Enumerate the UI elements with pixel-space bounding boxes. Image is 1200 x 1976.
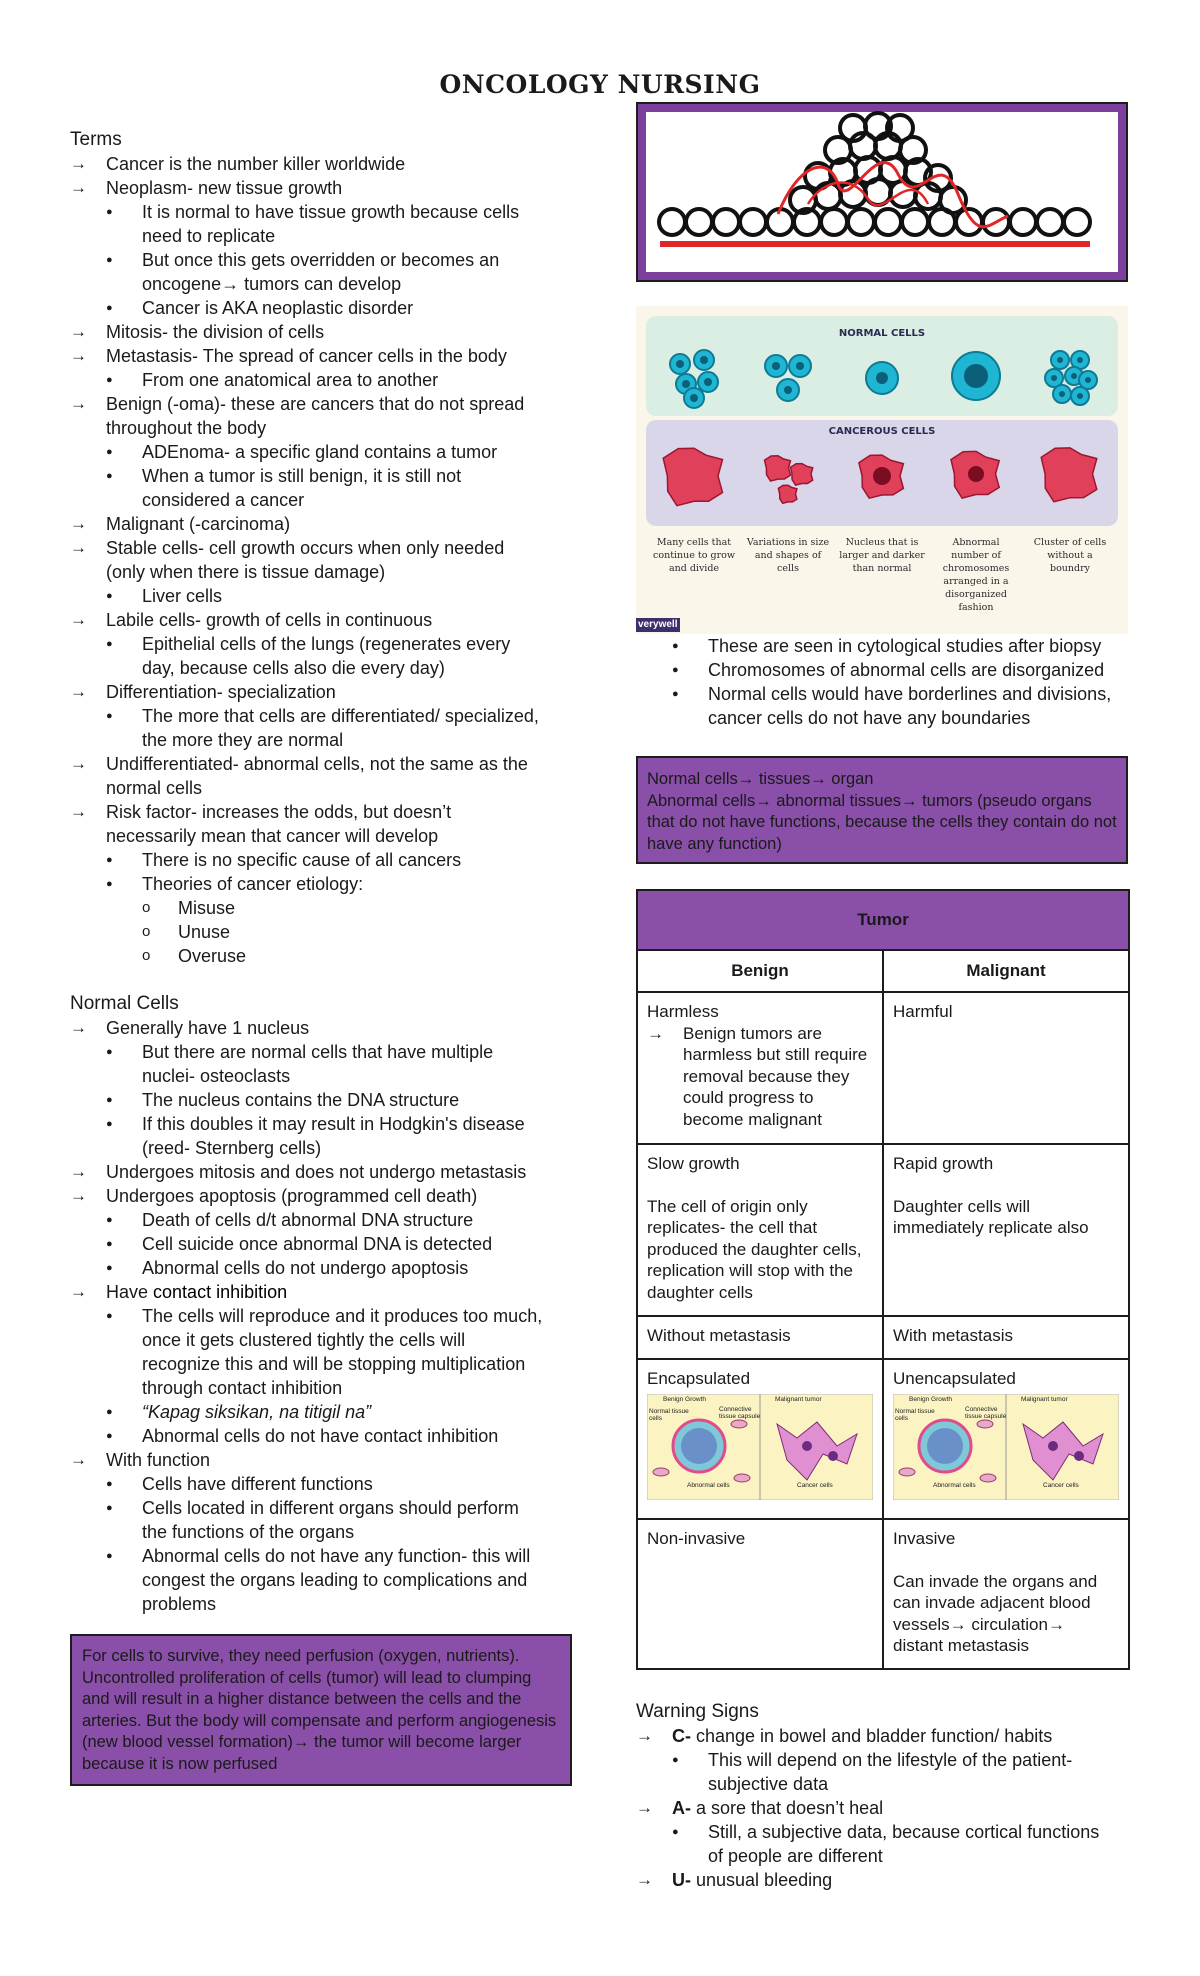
list-item	[70, 1424, 570, 1448]
item-text: “Kapag siksikan, na titigil na”	[142, 1402, 372, 1422]
arrow-icon: →	[70, 346, 87, 365]
arrow-icon: →	[70, 1450, 87, 1469]
list-item	[70, 1040, 570, 1064]
bullet-icon: ●	[672, 1754, 679, 1766]
list-item	[70, 608, 570, 632]
item-text: Metastasis- The spread of cancer cells in the body	[106, 346, 507, 366]
list-item	[636, 1748, 1128, 1772]
arrow-icon: →	[70, 802, 87, 821]
cell-flow-box	[636, 756, 1128, 864]
item-text: nuclei- osteoclasts	[142, 1066, 291, 1086]
bullet-icon: ●	[106, 1262, 113, 1274]
list-item	[70, 1472, 570, 1496]
capsule-label: Connective tissue capsule	[719, 1405, 761, 1420]
cell-text: Without metastasis	[647, 1326, 791, 1345]
table-cell	[883, 1144, 1129, 1316]
list-item	[70, 1448, 570, 1472]
list-item	[70, 1064, 570, 1088]
arrow-icon: →	[636, 1726, 653, 1745]
list-item	[636, 1820, 1128, 1844]
item-text: These are seen in cytological studies after biopsy	[708, 636, 1102, 656]
cell-caption: Many cells that continue to grow and divide	[653, 537, 735, 574]
cancer-cell	[791, 464, 813, 486]
nucleus	[1057, 357, 1063, 363]
nucleus	[682, 380, 690, 388]
list-item	[70, 536, 570, 560]
tumor-core	[681, 1428, 717, 1464]
item-text: Liver cells	[142, 586, 223, 606]
list-item	[70, 1112, 570, 1136]
tumor-comparison-table	[636, 889, 1130, 1670]
list-item	[70, 344, 570, 368]
bullet-icon: ●	[106, 1406, 113, 1418]
benign-growth-label: Benign Growth	[663, 1395, 706, 1403]
nucleus	[676, 360, 684, 368]
list-item	[70, 584, 570, 608]
list-item	[70, 680, 570, 704]
warning-signs-heading: Warning Signs	[636, 1701, 759, 1722]
list-item	[70, 1304, 570, 1328]
benign-column-header: Benign	[637, 950, 883, 992]
cell-caption: Variations in size and shapes of cells	[746, 537, 830, 574]
bullet-icon: ●	[106, 1310, 113, 1322]
table-cell	[637, 1359, 883, 1519]
item-text: The more that cells are differentiated/ specialized,	[142, 706, 539, 726]
item-text: Neoplasm- new tissue growth	[106, 178, 343, 198]
table-row	[637, 1316, 1129, 1359]
list-item	[70, 224, 570, 248]
item-text: Abnormal cells do not have contact inhibition	[142, 1426, 499, 1446]
cancerous-cells-label: CANCEROUS CELLS	[828, 426, 936, 437]
cancer-cells-label: Cancer cells	[797, 1481, 833, 1489]
normal-tissue-label: Normal tissue cells	[649, 1407, 689, 1422]
item-text: Stable cells- cell growth occurs when only needed	[106, 538, 505, 558]
list-item	[70, 1280, 570, 1304]
item-text: Unuse	[178, 922, 231, 942]
nucleus	[1085, 377, 1091, 383]
item-text: Differentiation- specialization	[106, 682, 336, 702]
table-cell	[637, 992, 883, 1144]
bullet-icon: ●	[106, 710, 113, 722]
bullet-icon: ●	[106, 638, 113, 650]
item-text: With function	[106, 1450, 211, 1470]
list-item	[70, 1520, 570, 1544]
malignant-tumor-label: Malignant tumor	[775, 1395, 822, 1403]
item-text: Abnormal cells do not have any function- this will	[142, 1546, 531, 1566]
bullet-icon: ●	[106, 854, 113, 866]
list-item	[70, 872, 570, 896]
table-cell	[883, 1519, 1129, 1669]
arrow-icon: →	[70, 610, 87, 629]
list-item	[70, 200, 570, 224]
list-item	[70, 896, 570, 920]
nucleus	[1077, 393, 1083, 399]
nucleus	[1051, 375, 1057, 381]
list-item	[70, 656, 570, 680]
item-text: cancer cells do not have any boundaries	[708, 708, 1031, 728]
cells-comparison-diagram	[636, 306, 1128, 634]
arrow-icon: →	[70, 1186, 87, 1205]
left-column	[70, 128, 570, 1616]
item-text: oncogene→ tumors can develop	[142, 274, 402, 294]
arrow-icon: →	[70, 1282, 87, 1301]
table-row	[637, 1359, 1129, 1519]
list-item	[70, 464, 570, 488]
list-item	[636, 634, 1128, 658]
bullet-icon: ●	[106, 374, 113, 386]
cell-text: Harmless	[647, 1002, 719, 1021]
list-item	[70, 704, 570, 728]
biopsy-notes-list	[636, 634, 1128, 730]
arrow-icon: →	[636, 1798, 653, 1817]
cell-text: Daughter cells will immediately replicate also	[893, 1196, 1089, 1237]
list-item	[70, 1400, 570, 1424]
list-item	[70, 416, 570, 440]
perfusion-note-box: For cells to survive, they need perfusion (oxygen, nutrients). Uncontrolled proliferation of cells (tumor) will lead to clumping and will result in a higher distance between the cells and the arteries. But the body will compensate and perform angiogenesis (new blood vessel formation)→ the tumor will become larger because it is now perfused	[70, 1634, 572, 1786]
arrow-icon: →	[70, 514, 87, 533]
arrow-icon: →	[647, 1023, 664, 1043]
letter-label: A-	[672, 1798, 691, 1818]
table-cell	[637, 1144, 883, 1316]
list-item	[70, 296, 570, 320]
bullet-icon: ●	[106, 446, 113, 458]
list-item	[70, 1232, 570, 1256]
item-text: Malignant (-carcinoma)	[106, 514, 291, 534]
normal-vs-cancer-cells-image	[636, 306, 1128, 634]
cell-text: Can invade the organs and can invade adjacent blood vessels→ circulation→ distant metastasis	[893, 1571, 1098, 1655]
list-item	[636, 658, 1128, 682]
arrow-icon: →	[636, 1870, 653, 1889]
item-text: normal cells	[106, 778, 203, 798]
bullet-icon: ●	[106, 302, 113, 314]
list-item	[70, 1160, 570, 1184]
list-item	[70, 488, 570, 512]
list-item	[70, 1328, 570, 1352]
letter-label: U-	[672, 1870, 691, 1890]
item-text: Cells have different functions	[142, 1474, 373, 1494]
item-text: congest the organs leading to complications and	[142, 1570, 528, 1590]
arrow-icon: →	[70, 1162, 87, 1181]
table-cell	[883, 992, 1129, 1144]
cell-text: The cell of origin only replicates- the cell that produced the daughter cells, replication will stop with the daughter cells	[647, 1196, 862, 1302]
brand-logo: verywell	[638, 619, 678, 630]
nucleus	[796, 362, 804, 370]
item-text: The cells will reproduce and it produces too much,	[142, 1306, 543, 1326]
benign-malignant-diagram	[893, 1394, 1119, 1500]
item-text: throughout the body	[106, 418, 267, 438]
list-item	[70, 1256, 570, 1280]
item-text: If this doubles it may result in Hodgkin's disease	[142, 1114, 525, 1134]
arrow-icon: →	[70, 394, 87, 413]
table-row	[637, 1144, 1129, 1316]
arrow-icon: →	[70, 178, 87, 197]
cell-arrow-note: → Benign tumors are harmless but still require removal because they could progress to become malignant	[647, 1023, 868, 1129]
table-cell	[883, 1359, 1129, 1519]
item-text: Mitosis- the division of cells	[106, 322, 325, 342]
item-text: a sore that doesn’t heal	[691, 1798, 884, 1818]
nucleus	[704, 378, 712, 386]
cancer-cell	[765, 456, 791, 481]
item-text: Normal cells would have borderlines and divisions,	[708, 684, 1112, 704]
bullet-icon: ●	[106, 1094, 113, 1106]
normal-tissue-label: Normal tissue cells	[895, 1407, 935, 1422]
benign-growth-label: Benign Growth	[909, 1395, 952, 1403]
nucleus	[1077, 357, 1083, 363]
list-item	[70, 368, 570, 392]
tumor-table-title: Tumor	[637, 890, 1129, 950]
bullet-icon: ●	[106, 254, 113, 266]
list-item	[70, 824, 570, 848]
item-text: necessarily mean that cancer will develop	[106, 826, 439, 846]
nucleus	[690, 394, 698, 402]
warning-signs-list	[636, 1724, 1128, 1892]
list-item	[70, 248, 570, 272]
table-cell	[637, 1316, 883, 1359]
item-text: the functions of the organs	[142, 1522, 355, 1542]
cell-caption: Nucleus that is larger and darker than normal	[839, 537, 925, 574]
list-item	[70, 776, 570, 800]
item-text: subjective data	[708, 1774, 829, 1794]
item-text: Undifferentiated- abnormal cells, not the same as the	[106, 754, 528, 774]
item-text: Labile cells- growth of cells in continuous	[106, 610, 433, 630]
item-text: of people are different	[708, 1846, 883, 1866]
circle-bullet-icon: o	[142, 947, 151, 964]
item-text: through contact inhibition	[142, 1378, 343, 1398]
list-item	[636, 1796, 1128, 1820]
item-text: Theories of cancer etiology:	[142, 874, 364, 894]
item-text: Misuse	[178, 898, 236, 918]
list-item	[70, 1184, 570, 1208]
cell-text: Invasive	[893, 1529, 956, 1548]
cell-text: Unencapsulated	[893, 1369, 1016, 1388]
cell-caption: Cluster of cells without a boundry	[1033, 537, 1107, 574]
cell-flow-line-2: Abnormal cells→ abnormal tissues→ tumors (pseudo organs that do not have functions, because the cells they contain do not have any function)	[647, 791, 1117, 853]
cancer-cell-cluster	[1041, 448, 1097, 502]
item-text: change in bowel and bladder function/ habits	[691, 1726, 1053, 1746]
nucleus	[784, 386, 792, 394]
cell-text: Harmful	[893, 1002, 953, 1021]
item-text: Death of cells d/t abnormal DNA structure	[142, 1210, 474, 1230]
list-item	[70, 848, 570, 872]
item-text: From one anatomical area to another	[142, 370, 439, 390]
table-cell	[883, 1316, 1129, 1359]
list-item	[70, 944, 570, 968]
bullet-icon: ●	[106, 1430, 113, 1442]
list-item	[70, 1088, 570, 1112]
nucleus	[772, 362, 780, 370]
circle-bullet-icon: o	[142, 923, 151, 940]
list-item	[70, 752, 570, 776]
table-cell	[637, 1519, 883, 1669]
tumor-growth-image	[636, 102, 1128, 282]
terms-heading: Terms	[70, 129, 122, 150]
item-text: Overuse	[178, 946, 247, 966]
list-item	[636, 1844, 1128, 1868]
bullet-icon: ●	[672, 1826, 679, 1838]
item-text: The nucleus contains the DNA structure	[142, 1090, 460, 1110]
arrow-icon: →	[70, 754, 87, 773]
item-text: the more they are normal	[142, 730, 344, 750]
page-title: ONCOLOGY NURSING	[439, 70, 761, 99]
circle-bullet-icon: o	[142, 899, 151, 916]
list-item	[70, 152, 570, 176]
item-text: recognize this and will be stopping multiplication	[142, 1354, 526, 1374]
list-item	[636, 706, 1128, 730]
item-text: Cancer is AKA neoplastic disorder	[142, 298, 414, 318]
list-item	[70, 1592, 570, 1616]
malignant-tumor-label: Malignant tumor	[1021, 1395, 1068, 1403]
list-item	[636, 682, 1128, 706]
list-item	[636, 1772, 1128, 1796]
list-item	[70, 1568, 570, 1592]
item-text: day, because cells also die every day)	[142, 658, 445, 678]
arrow-icon: →	[70, 538, 87, 557]
nucleus	[1071, 373, 1077, 379]
bullet-icon: ●	[106, 878, 113, 890]
item-text: Risk factor- increases the odds, but doesn’t	[106, 802, 452, 822]
list-item	[70, 800, 570, 824]
cell-text: Rapid growth	[893, 1154, 994, 1173]
item-text: problems	[142, 1594, 217, 1614]
bullet-icon: ●	[106, 1502, 113, 1514]
list-item	[70, 1544, 570, 1568]
item-text: It is normal to have tissue growth because cells	[142, 202, 520, 222]
nucleus	[1059, 391, 1065, 397]
cancer-cells-label: Cancer cells	[1043, 1481, 1079, 1489]
nucleus	[876, 372, 888, 384]
cancer-cell	[778, 485, 797, 503]
item-text: Undergoes mitosis and does not undergo metastasis	[106, 1162, 527, 1182]
nucleus	[873, 467, 891, 485]
item-text: There is no specific cause of all cancers	[142, 850, 462, 870]
list-item	[636, 1868, 1128, 1892]
list-item	[70, 1016, 570, 1040]
normal-cells-list	[70, 1016, 570, 1616]
list-item	[70, 176, 570, 200]
terms-list	[70, 152, 570, 968]
list-item	[70, 272, 570, 296]
bullet-icon: ●	[106, 206, 113, 218]
item-text: Still, a subjective data, because cortical functions	[708, 1822, 1100, 1842]
tumor-growth-diagram	[638, 104, 1126, 280]
normal-cells-label: NORMAL CELLS	[838, 328, 926, 339]
list-item	[70, 440, 570, 464]
arrow-icon: →	[70, 682, 87, 701]
bullet-icon: ●	[106, 470, 113, 482]
item-text: Epithelial cells of the lungs (regenerates every	[142, 634, 511, 654]
list-item	[70, 920, 570, 944]
normal-cells-heading: Normal Cells	[70, 993, 179, 1014]
bullet-icon: ●	[106, 1214, 113, 1226]
list-item	[70, 1352, 570, 1376]
table-row	[637, 992, 1129, 1144]
nucleus	[964, 364, 988, 388]
item-text: ADEnoma- a specific gland contains a tumor	[142, 442, 498, 462]
nucleus	[700, 356, 708, 364]
abnormal-cells-label: Abnormal cells	[933, 1481, 976, 1489]
bullet-icon: ●	[106, 1118, 113, 1130]
item-text: Abnormal cells do not undergo apoptosis	[142, 1258, 469, 1278]
malignant-column-header: Malignant	[883, 950, 1129, 992]
benign-malignant-diagram	[647, 1394, 873, 1500]
item-text: unusual bleeding	[691, 1870, 833, 1890]
list-item	[70, 1496, 570, 1520]
item-text: When a tumor is still benign, it is still not	[142, 466, 462, 486]
bullet-icon: ●	[672, 640, 679, 652]
list-item	[636, 1724, 1128, 1748]
list-item	[70, 320, 570, 344]
capsule-label: Connective tissue capsule	[965, 1405, 1007, 1420]
bullet-icon: ●	[106, 1478, 113, 1490]
emphasis-text: contact inhibition	[153, 1282, 288, 1302]
bullet-icon: ●	[106, 590, 113, 602]
cell-text: Non-invasive	[647, 1529, 746, 1548]
cancer-cell-mass	[663, 448, 722, 506]
item-text: Generally have 1 nucleus	[106, 1018, 310, 1038]
abnormal-cells-label: Abnormal cells	[687, 1481, 730, 1489]
bullet-icon: ●	[106, 1550, 113, 1562]
item-text: Cells located in different organs should perform	[142, 1498, 519, 1518]
letter-label: C-	[672, 1726, 691, 1746]
arrow-icon: →	[70, 322, 87, 341]
bullet-icon: ●	[106, 1238, 113, 1250]
item-text: Cell suicide once abnormal DNA is detected	[142, 1234, 493, 1254]
list-item	[70, 392, 570, 416]
list-item	[70, 1376, 570, 1400]
list-item	[70, 560, 570, 584]
item-text: need to replicate	[142, 226, 276, 246]
bullet-icon: ●	[672, 688, 679, 700]
bullet-icon: ●	[106, 1046, 113, 1058]
cell-text: Encapsulated	[647, 1369, 751, 1388]
list-item	[70, 728, 570, 752]
cell-flow-line-1: Normal cells→ tissues→ organ	[647, 770, 874, 788]
item-text: This will depend on the lifestyle of the patient-	[708, 1750, 1073, 1770]
tumor-core	[927, 1428, 963, 1464]
item-text: But there are normal cells that have multiple	[142, 1042, 494, 1062]
list-item	[70, 1136, 570, 1160]
item-text: (reed- Sternberg cells)	[142, 1138, 322, 1158]
warning-signs-section	[636, 1700, 1128, 1892]
item-text: But once this gets overridden or becomes an	[142, 250, 500, 270]
list-item	[70, 632, 570, 656]
list-item	[70, 1208, 570, 1232]
arrow-icon: →	[70, 1018, 87, 1037]
item-text: once it gets clustered tightly the cells will	[142, 1330, 466, 1350]
item-text: Benign (-oma)- these are cancers that do not spread	[106, 394, 525, 414]
item-text: considered a cancer	[142, 490, 305, 510]
item-text: Chromosomes of abnormal cells are disorganized	[708, 660, 1105, 680]
nucleus	[968, 466, 984, 482]
item-text: Have	[106, 1282, 154, 1302]
cell-caption: Abnormal number of chromosomes arranged in a disorganized fashion	[942, 537, 1010, 613]
arrow-icon: →	[70, 154, 87, 173]
item-text: Cancer is the number killer worldwide	[106, 154, 406, 174]
cell-text: Slow growth	[647, 1154, 740, 1173]
bullet-icon: ●	[672, 664, 679, 676]
list-item	[70, 512, 570, 536]
cell-text: With metastasis	[893, 1326, 1013, 1345]
item-text: (only when there is tissue damage)	[106, 562, 386, 582]
item-text: Undergoes apoptosis (programmed cell death)	[106, 1186, 478, 1206]
table-row	[637, 1519, 1129, 1669]
